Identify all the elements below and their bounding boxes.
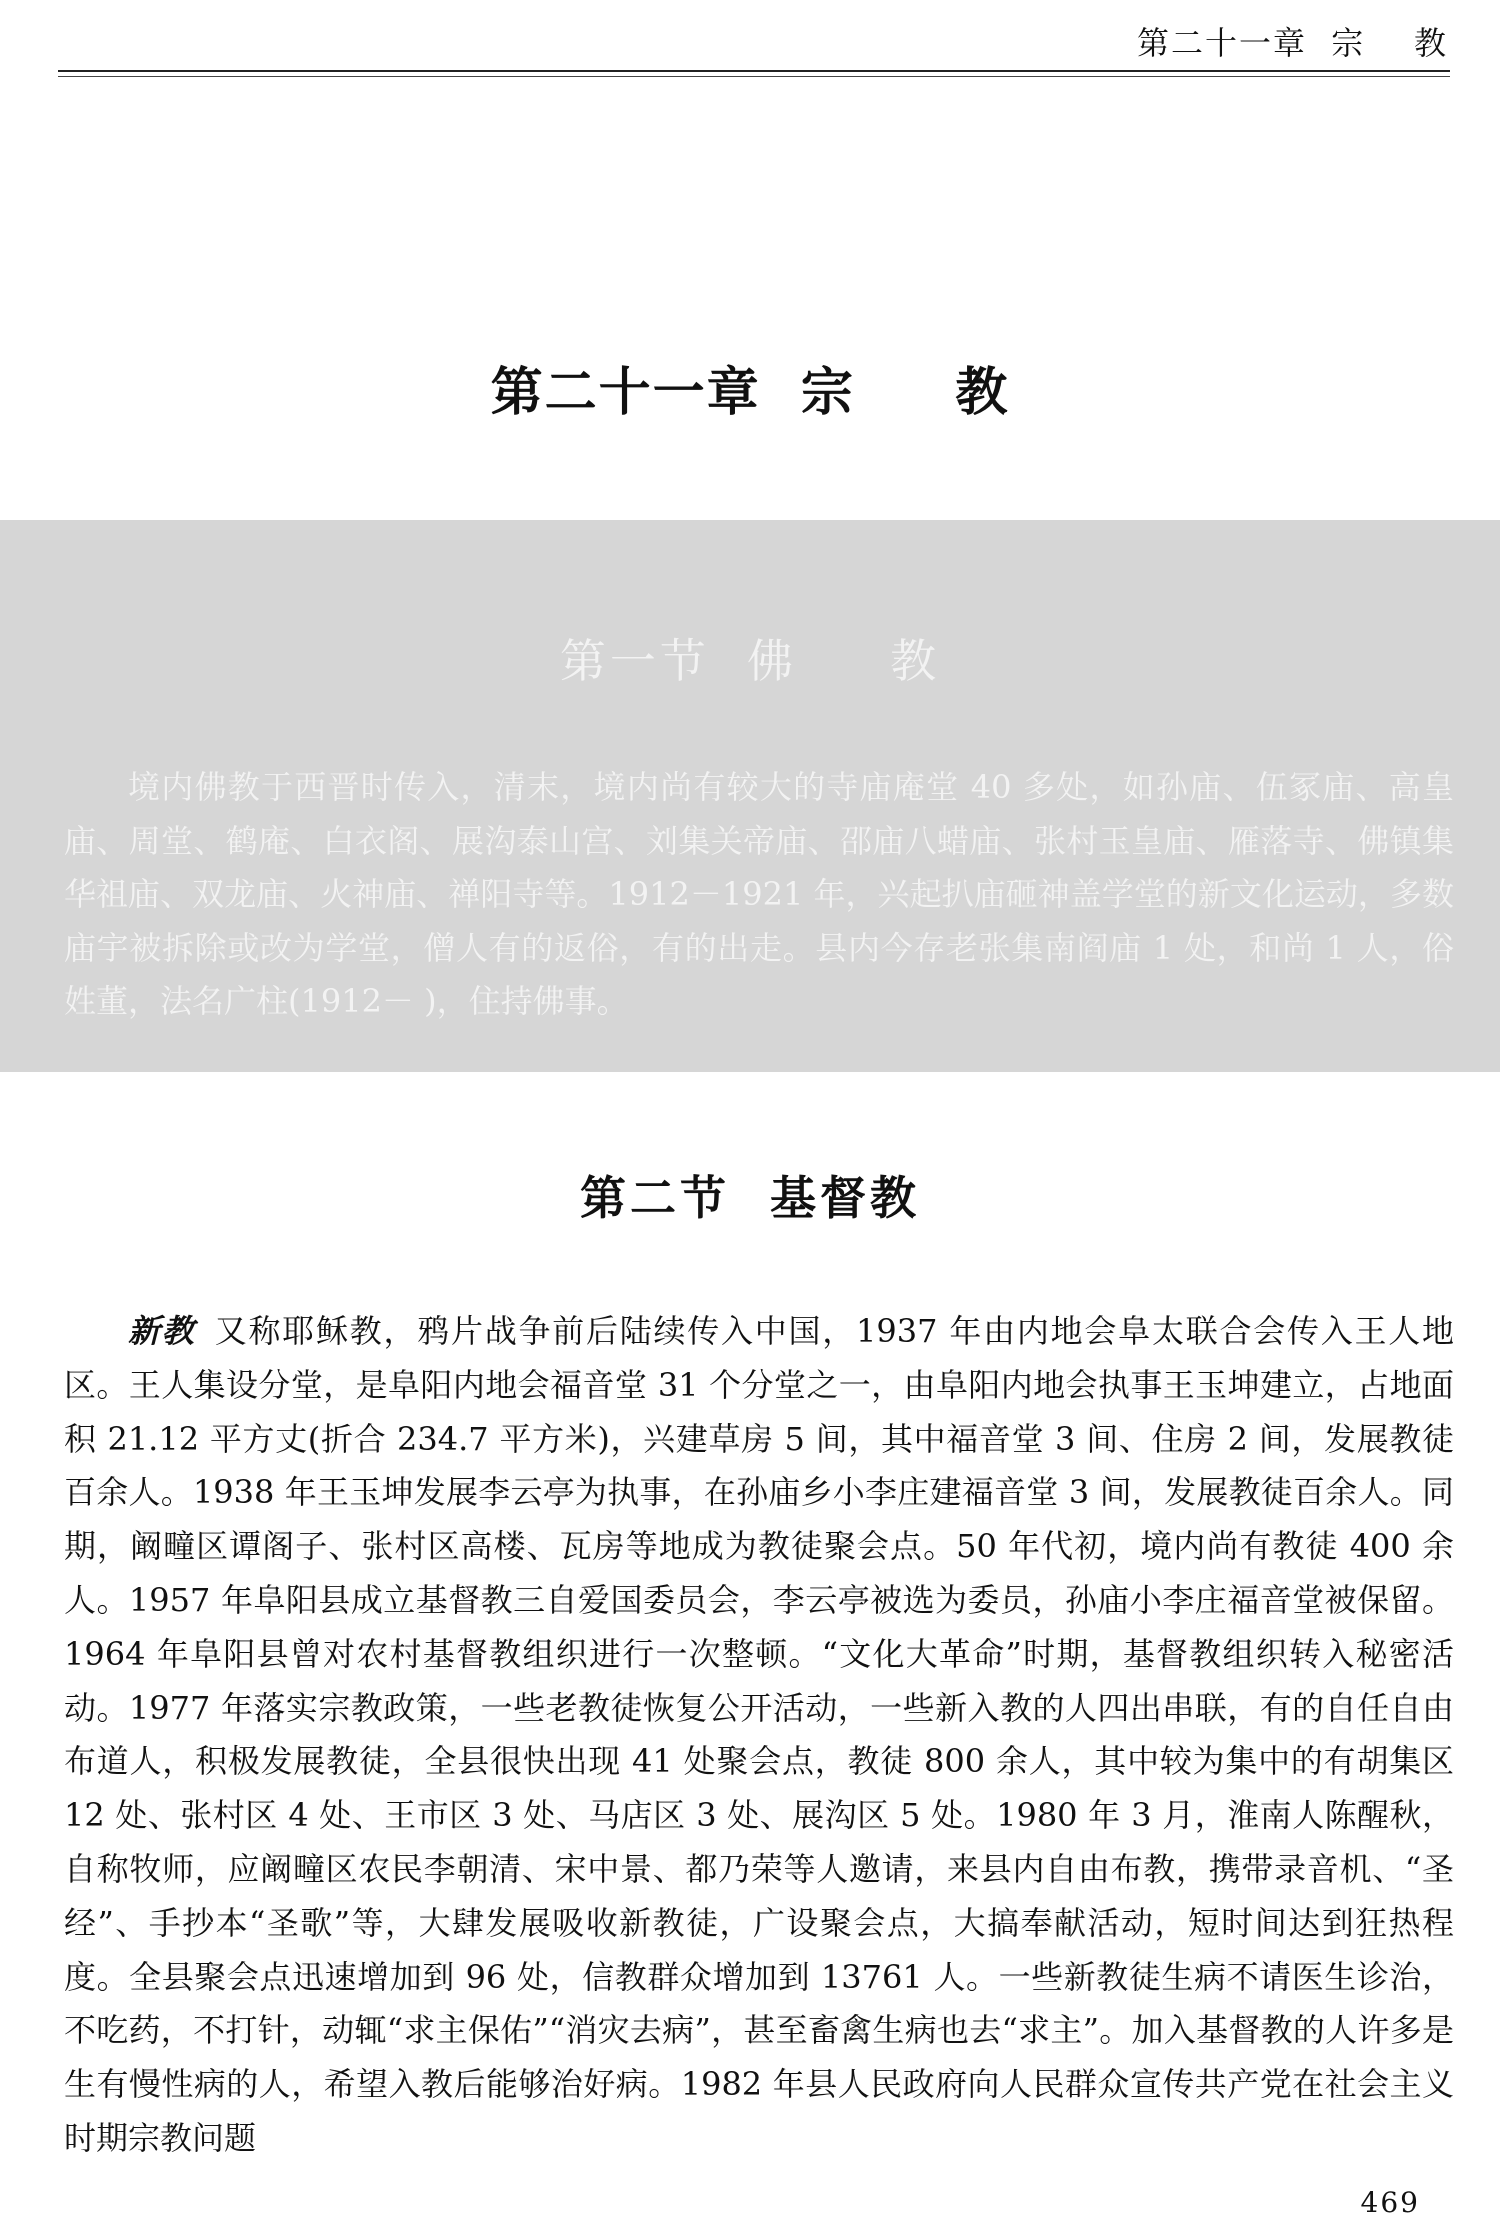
section2-paragraph-text: 又称耶稣教，鸦片战争前后陆续传入中国，1937 年由内地会阜太联合会传入王人地区。王人集设分堂，是阜阳内地会福音堂 31 个分堂之一，由阜阳内地会执事王玉坤建立，占地面积 21.12 平方丈(折合 234.7 平方米)，兴建草房 5 间，其中福音堂 3 间、住房 2 间，发展教徒百余人。1938 年王玉坤发展李云亭为执事，在孙庙乡小李庄建福音堂 3 间，发展教徒百余人。同期，阚疃区谭阁子、张村区高楼、瓦房等地成为教徒聚会点。50 年代初，境内尚有教徒 400 余人。1957 年阜阳县成立基督教三自爱国委员会，李云亭被选为委员，孙庙小李庄福音堂被保留。1964 年阜阳县曾对农村基督教组织进行一次整顿。“文化大革命”时期，基督教组织转入秘密活动。1977 年落实宗教政策，一些老教徒恢复公开活动，一些新入教的人四出串联，有的自任自由布道人，积极发展教徒，全县很快出现 41 处聚会点，教徒 800 余人，其中较为集中的有胡集区 12 处、张村区 4 处、王市区 3 处、马店区 3 处、展沟区 5 处。1980 年 3 月，淮南人陈醒秋，自称牧师，应阚疃区农民李朝清、宋中景、都乃荣等人邀请，来县内自由布教，携带录音机、“圣经”、手抄本“圣歌”等，大肆发展吸收新教徒，广设聚会点，大搞奉献活动，短时间达到狂热程度。全县聚会点迅速增加到 96 处，信教群众增加到 13761 人。一些新教徒生病不请医生诊治，不吃药，不打针，动辄“求主保佑”“消灾去病”，甚至畜禽生病也去“求主”。加入基督教的人许多是生有慢性病的人，希望入教后能够治好病。1982 年县人民政府向人民群众宣传共产党在社会主义时期宗教问题 [64,1312,1454,2157]
chapter-title: 第二十一章 宗 教 [490,363,1010,423]
header-rule [58,70,1450,72]
page-number: 469 [1360,2186,1420,2219]
section2-title: 第二节 基督教 [579,1171,921,1225]
section2-paragraph [64,1305,1454,2166]
running-header: 第二十一章 宗 教 [1136,24,1448,62]
section1-paragraph: 境内佛教于西晋时传入，清末，境内尚有较大的寺庙庵堂 40 多处，如孙庙、伍冢庙、高皇庙、周堂、鹤庵、白衣阁、展沟泰山宫、刘集关帝庙、邵庙八蜡庙、张村玉皇庙、雁落寺、佛镇集华祖庙、双龙庙、火神庙、禅阳寺等。1912－1921 年，兴起扒庙砸神盖学堂的新文化运动，多数庙宇被拆除或改为学堂，僧人有的返俗，有的出走。县内今存老张集南阎庙 1 处，和尚 1 人，俗姓董，法名广柱(1912－ )，住持佛事。 [64,768,1454,1020]
section1-title: 第一节 佛 教 [559,634,941,688]
lead-term: 新教 [128,1312,196,1350]
header-rule-thin [58,76,1450,77]
